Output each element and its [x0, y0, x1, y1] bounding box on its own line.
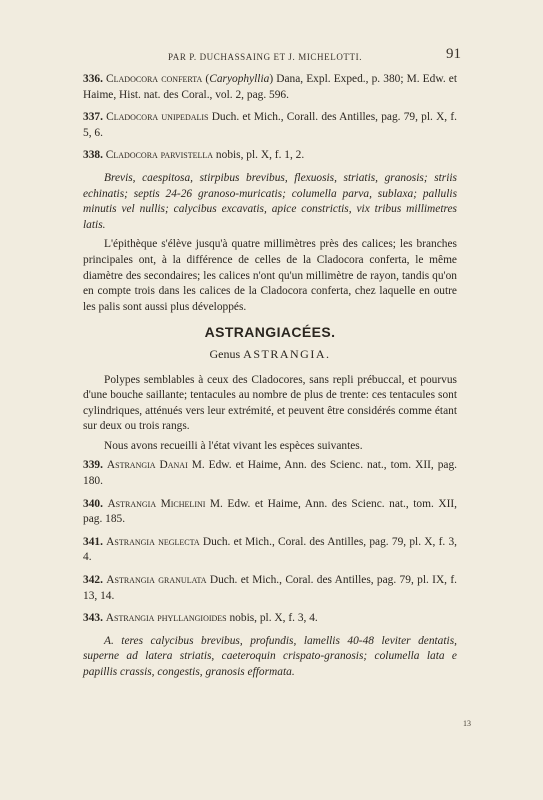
entry-reference: M. Edw. et Haime, Ann. des Scienc. nat., tom. XII, pag. 185. — [83, 497, 457, 526]
species-entry — [83, 497, 457, 528]
species-entry — [83, 611, 457, 627]
latin-description-343: A. teres calycibus brevibus, profundis, lamellis 40-48 leviter dentatis, superne ad latera striatis, caeteroquin crispato-granosis; columella lata e papillis crassis, congestis, granosis efformata. — [83, 634, 457, 678]
entry-reference: (Caryophyllia) Dana, Expl. Exped., p. 380; M. Edw. et Haime, Hist. nat. des Coral., vol. 2, pag. 596. — [83, 73, 457, 101]
paragraph-338: L'épithèque s'élève jusqu'à quatre millimètres près des calices; les branches principales ont, à la différence de celles de la Cladocora conferta, le même diamètre des secondaires; les calices n'ont qu'un millimètre de rayon, tandis qu'on en compte trois dans les calices de la Cladocora conferta, chez laquelle en outre les palis sont aussi plus développés. — [83, 238, 457, 313]
species-name: Astrangia Michelini — [107, 497, 206, 510]
entry-reference: nobis, pl. X, f. 1, 2. — [213, 149, 305, 162]
entries-cladocora — [83, 72, 457, 164]
species-entry — [83, 535, 457, 566]
page-number: 91 — [446, 46, 461, 62]
genus-label: Genus — [209, 346, 241, 361]
species-name: Cladocora unipedalis — [106, 111, 209, 124]
genus-name: ASTRANGIA. — [243, 346, 331, 361]
entry-number: 339. — [83, 459, 107, 472]
page-body — [83, 72, 457, 685]
entry-number: 337. — [83, 111, 107, 124]
section-heading: ASTRANGIACÉES. — [204, 324, 336, 341]
genus-title — [83, 347, 457, 363]
entry-number: 342. — [83, 574, 107, 587]
species-entry — [83, 110, 457, 141]
entry-number: 341. — [83, 535, 107, 548]
entry-number: 343. — [83, 612, 106, 625]
entry-reference: M. Edw. et Haime, Ann. des Scienc. nat., tom. XII, pag. 180. — [83, 459, 458, 488]
genus-paragraph: Polypes semblables à ceux des Cladocores, sans repli prébuccal, et pourvus d'une bouche saillante; tentacules au nombre de plus de trente: ces tentacules sont cylindriques, atténués vers leur extrémité, et peuvent être considérés comme étant sur deux ou trois rangs. — [83, 373, 457, 433]
entry-reference: Duch. et Mich., Corall. des Antilles, pag. 79, pl. X, f. 5, 6. — [83, 111, 457, 139]
species-name: Astrangia phyllangioides — [105, 612, 227, 625]
entry-reference: Duch. et Mich., Coral. des Antilles, pag. 79, pl. X, f. 3, 4. — [83, 535, 458, 564]
species-entry — [83, 458, 457, 489]
latin-description-338: Brevis, caespitosa, stirpibus brevibus, flexuosis, striatis, granosis; striis echinatis; septis 24-26 granoso-muricatis; columella parva, sublaxa; pallulis minutis vel nullis; calycibus excavatis, apice constrictis, vix tribus millimetres latis. — [83, 171, 457, 231]
species-name: Astrangia neglecta — [106, 535, 200, 548]
species-name: Astrangia Danai — [106, 459, 188, 472]
species-entry — [83, 72, 457, 103]
species-name: Cladocora parvistella — [105, 149, 214, 162]
printer-signature: 13 — [463, 719, 471, 728]
genus-paragraph-2: Nous avons recueilli à l'état vivant les espèces suivantes. — [104, 439, 363, 452]
entry-reference: nobis, pl. X, f. 3, 4. — [226, 612, 318, 625]
entry-reference: Duch. et Mich., Coral. des Antilles, pag. 79, pl. IX, f. 13, 14. — [83, 574, 457, 602]
species-entry — [83, 148, 457, 164]
species-name: Cladocora conferta — [106, 73, 203, 85]
entry-number: 338. — [83, 149, 106, 162]
running-head: PAR P. DUCHASSAING ET J. MICHELOTTI. — [167, 52, 363, 62]
entries-astrangia — [83, 458, 457, 626]
species-name: Astrangia granulata — [106, 574, 207, 587]
species-entry — [83, 573, 457, 604]
entry-number: 340. — [83, 497, 108, 510]
entry-number: 336. — [83, 73, 107, 85]
